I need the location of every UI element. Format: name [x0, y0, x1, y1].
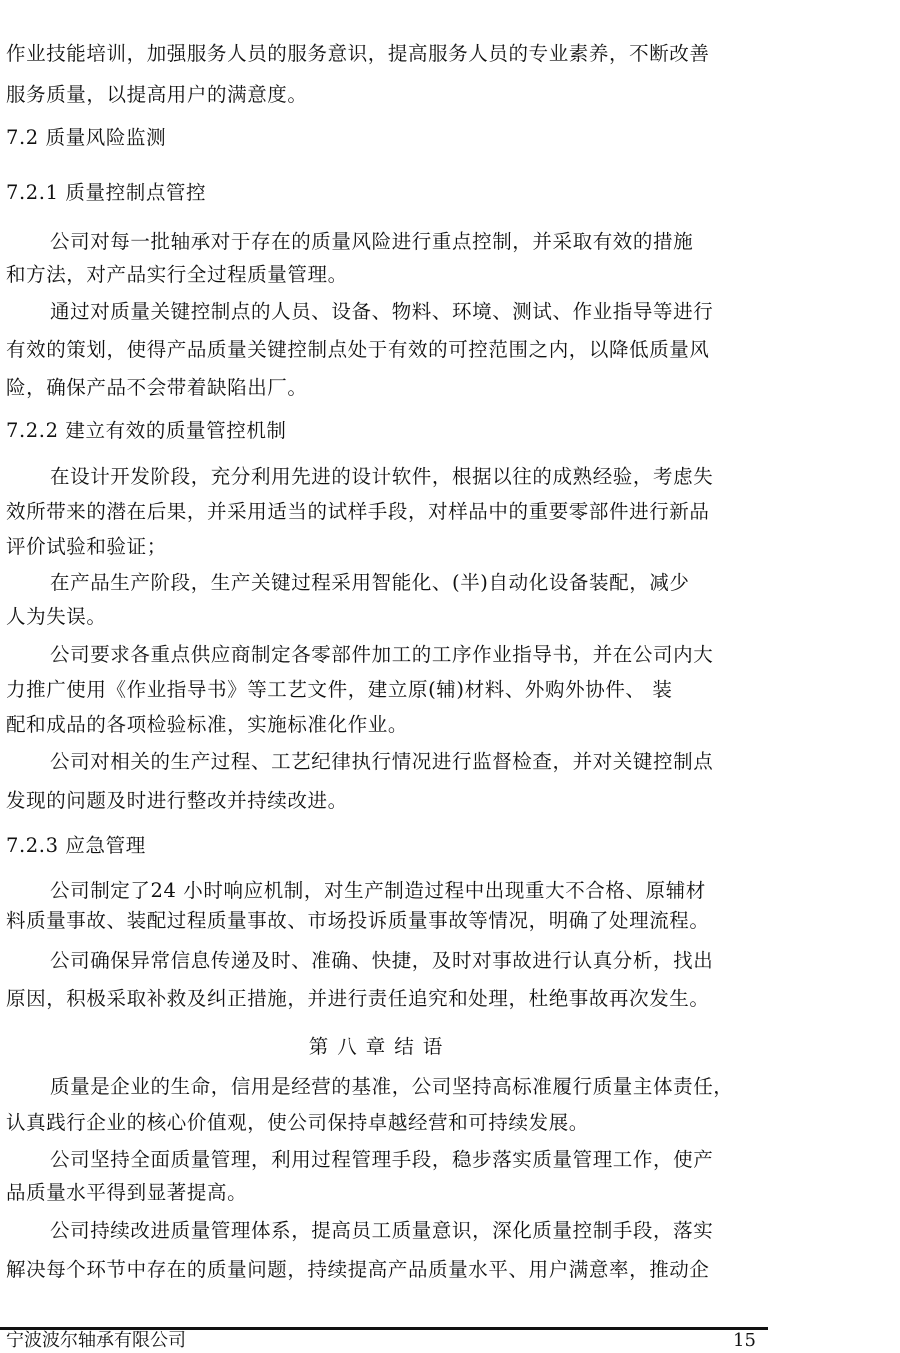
paragraph-line: 在产品生产阶段，生产关键过程采用智能化、(半)自动化设备装配，减少: [50, 571, 690, 594]
paragraph-line: 力推广使用《作业指导书》等工艺文件，建立原(辅)材料、外购外协件、 装: [6, 678, 673, 701]
paragraph-line: 在设计开发阶段，充分利用先进的设计软件，根据以往的成熟经验，考虑失: [50, 465, 714, 488]
section-heading-7-2-1: 7.2.1 质量控制点管控: [6, 181, 207, 204]
paragraph-line: 料质量事故、装配过程质量事故、市场投诉质量事故等情况，明确了处理流程。: [6, 909, 710, 932]
paragraph-line: 效所带来的潜在后果，并采用适当的试样手段，对样品中的重要零部件进行新品: [6, 500, 710, 523]
paragraph-line: 公司对每一批轴承对于存在的质量风险进行重点控制，并采取有效的措施: [50, 230, 694, 253]
paragraph-line: 公司要求各重点供应商制定各零部件加工的工序作业指导书，并在公司内大: [50, 643, 714, 666]
section-heading-7-2-2: 7.2.2 建立有效的质量管控机制: [6, 419, 287, 442]
paragraph-line: 品质量水平得到显著提高。: [6, 1181, 248, 1204]
paragraph-line: 服务质量，以提高用户的满意度。: [6, 83, 308, 106]
chapter-heading: 第八章结语: [308, 1035, 452, 1058]
section-heading-7-2-3: 7.2.3 应急管理: [6, 834, 146, 857]
paragraph-line: 和方法，对产品实行全过程质量管理。: [6, 263, 348, 286]
paragraph-line: 认真践行企业的核心价值观，使公司保持卓越经营和可持续发展。: [6, 1111, 589, 1134]
paragraph-line: 原因，积极采取补救及纠正措施，并进行责任追究和处理，杜绝事故再次发生。: [6, 987, 710, 1010]
footer-company-name: 宁波波尔轴承有限公司: [6, 1330, 186, 1351]
paragraph-line: 通过对质量关键控制点的人员、设备、物料、环境、测试、作业指导等进行: [50, 300, 714, 323]
paragraph-line: 配和成品的各项检验标准，实施标准化作业。: [6, 713, 409, 736]
paragraph-line: 公司坚持全面质量管理，利用过程管理手段，稳步落实质量管理工作，使产: [50, 1148, 714, 1171]
paragraph-line: 公司对相关的生产过程、工艺纪律执行情况进行监督检查，并对关键控制点: [50, 750, 714, 773]
paragraph-line: 评价试验和验证；: [6, 535, 167, 558]
paragraph-line: 发现的问题及时进行整改并持续改进。: [6, 789, 348, 812]
paragraph-line: 质量是企业的生命，信用是经营的基准，公司坚持高标准履行质量主体责任，: [50, 1075, 734, 1098]
paragraph-line: 解决每个环节中存在的质量问题，持续提高产品质量水平、用户满意率，推动企: [6, 1258, 710, 1281]
paragraph-line: 作业技能培训，加强服务人员的服务意识，提高服务人员的专业素养，不断改善: [6, 42, 710, 65]
page-number: 15: [733, 1330, 756, 1351]
section-heading-7-2: 7.2 质量风险监测: [6, 126, 167, 149]
paragraph-line: 险，确保产品不会带着缺陷出厂。: [6, 376, 308, 399]
paragraph-line: 人为失误。: [6, 605, 107, 628]
paragraph-line: 有效的策划，使得产品质量关键控制点处于有效的可控范围之内，以降低质量风: [6, 338, 710, 361]
paragraph-line: 公司确保异常信息传递及时、准确、快捷，及时对事故进行认真分析，找出: [50, 949, 714, 972]
paragraph-line: 公司持续改进质量管理体系，提高员工质量意识，深化质量控制手段，落实: [50, 1219, 714, 1242]
paragraph-line: 公司制定了24 小时响应机制，对生产制造过程中出现重大不合格、原辅材: [50, 879, 706, 902]
